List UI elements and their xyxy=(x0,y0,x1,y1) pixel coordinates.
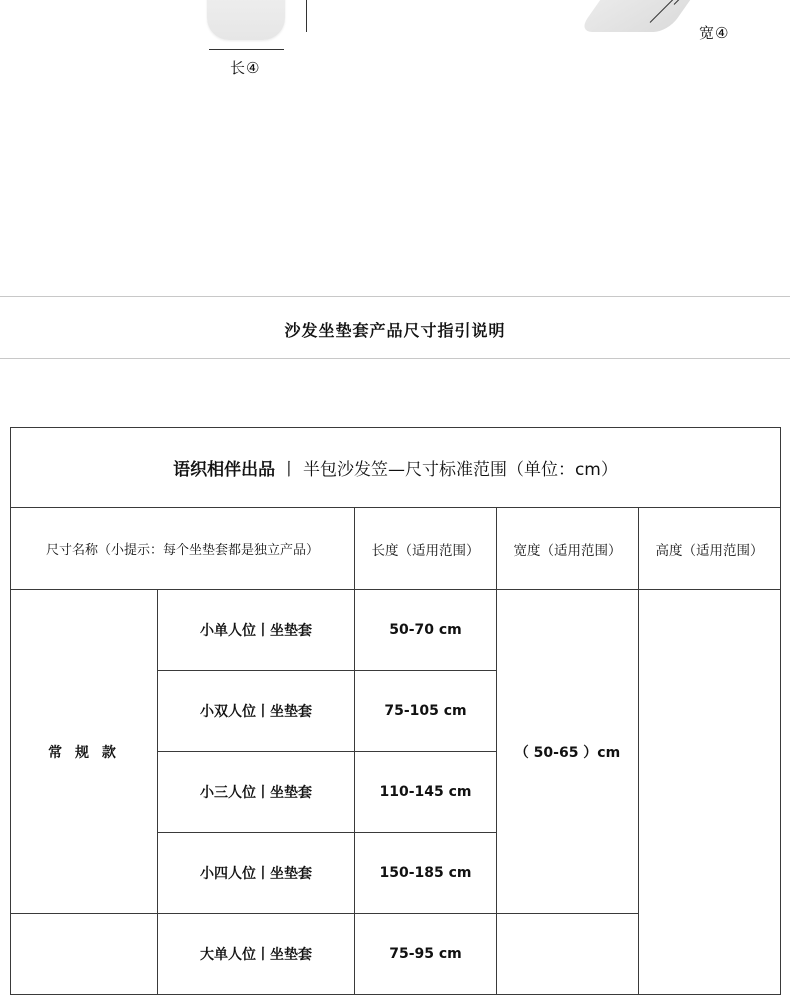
dimension-line xyxy=(306,0,307,32)
size-name-cell: 小双人位丨坐垫套 xyxy=(158,671,355,752)
header-height: 高度（适用范围） xyxy=(639,508,781,590)
table-row xyxy=(11,590,781,671)
size-name-cell: 小单人位丨坐垫套 xyxy=(158,590,355,671)
caption-description: 半包沙发笠—尺寸标准范围（单位：cm） xyxy=(302,460,618,480)
header-width: 宽度（适用范围） xyxy=(497,508,639,590)
length-cell: 75-95 cm xyxy=(355,914,497,995)
category-regular: 常 规 款 xyxy=(11,590,158,914)
length-cell: 110-145 cm xyxy=(355,752,497,833)
length-cell: 75-105 cm xyxy=(355,671,497,752)
width-range-cell: （ 50-65 ）cm xyxy=(497,590,639,914)
cushion-length-illustration xyxy=(207,0,285,40)
brand-name: 语织相伴出品 xyxy=(173,460,276,480)
size-name-cell: 大单人位丨坐垫套 xyxy=(158,914,355,995)
header-length: 长度（适用范围） xyxy=(355,508,497,590)
category-cell xyxy=(11,914,158,995)
cushion-width-illustration xyxy=(578,0,718,32)
table-header-row xyxy=(11,508,781,590)
width-range-cell xyxy=(497,914,639,995)
length-cell: 50-70 cm xyxy=(355,590,497,671)
caption-separator: 丨 xyxy=(280,460,298,480)
length-cell: 150-185 cm xyxy=(355,833,497,914)
length-dimension-label: 长④ xyxy=(230,59,261,77)
size-name-cell: 小三人位丨坐垫套 xyxy=(158,752,355,833)
length-dimension-line xyxy=(209,49,284,50)
table-caption-row xyxy=(11,428,781,508)
size-name-cell: 小四人位丨坐垫套 xyxy=(158,833,355,914)
height-range-cell xyxy=(639,590,781,995)
table-caption xyxy=(11,428,781,508)
width-dimension-label: 宽④ xyxy=(699,24,730,42)
header-size-name: 尺寸名称（小提示：每个坐垫套都是独立产品） xyxy=(11,508,355,590)
section-title: 沙发坐垫套产品尺寸指引说明 xyxy=(284,321,506,340)
size-guide-table xyxy=(10,427,781,995)
